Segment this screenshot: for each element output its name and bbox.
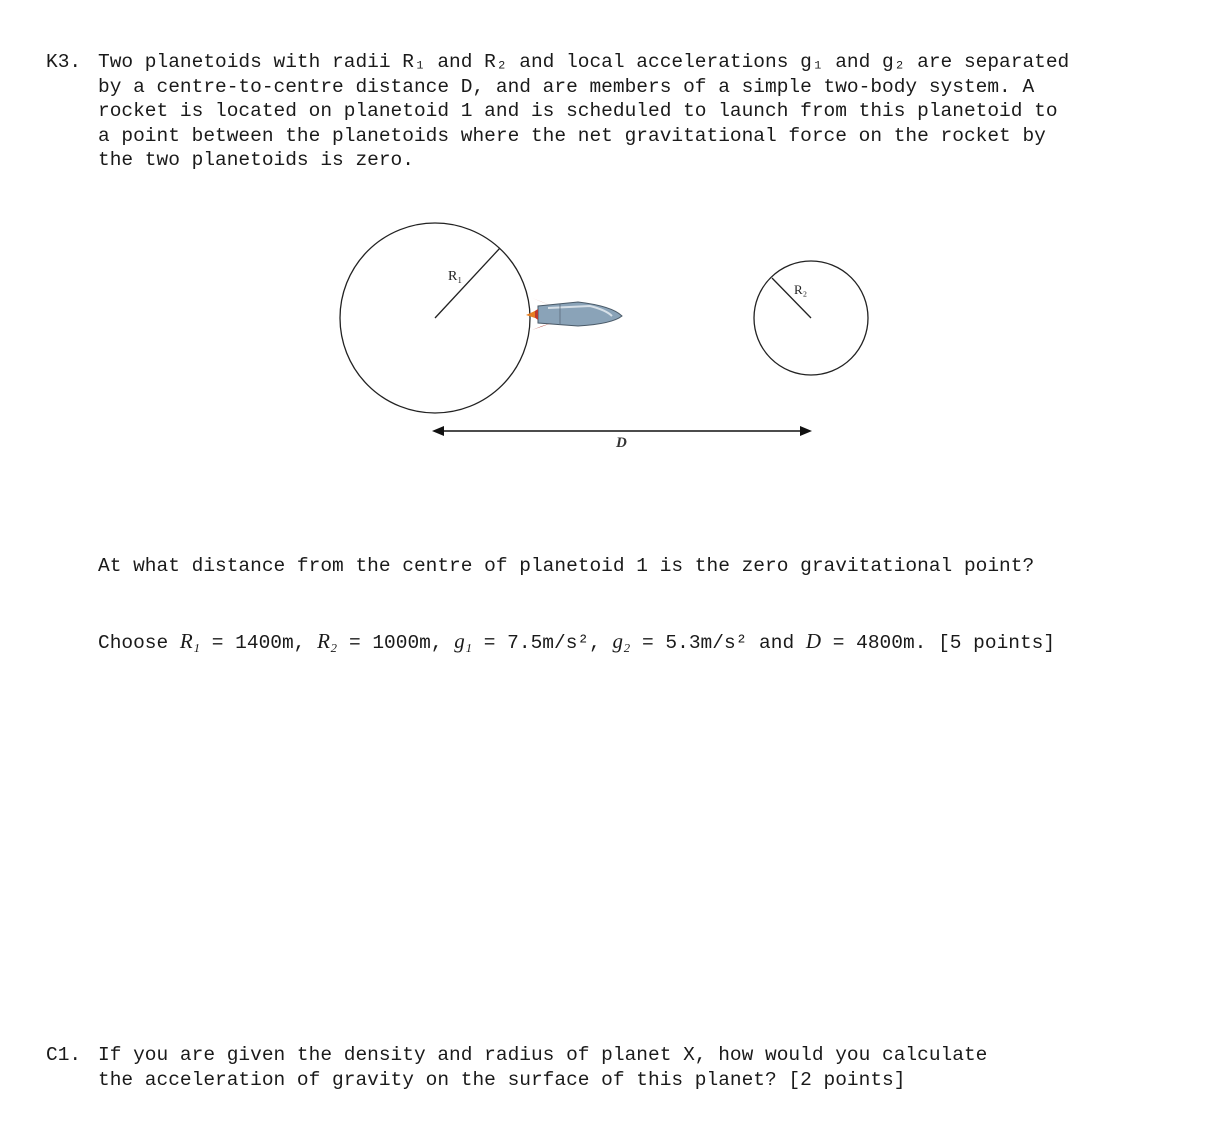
question-k3-text: Two planetoids with radii R₁ and R₂ and local accelerations g₁ and g₂ are separated by a centre-to-centre distance D, and are members of a simple two-body system. A rocket is located on planetoid 1 and is scheduled to launch from this planetoid to a point between the planetoids where the net gravitational force on the rocket by the two planetoids is zero. bbox=[98, 51, 1070, 171]
d-value: = 4800m. bbox=[832, 632, 927, 654]
points-text: [5 points] bbox=[938, 632, 1056, 654]
question-c1-label: C1. bbox=[46, 1044, 82, 1066]
distance-d-arrow-right bbox=[800, 426, 812, 436]
planetoid-diagram bbox=[320, 210, 900, 460]
question-c1-text: If you are given the density and radius of planet X, how would you calculate the acceleration of gravity on the surface of this planet? [2 points] bbox=[98, 1044, 988, 1091]
r2-value: = 1000m, bbox=[348, 632, 443, 654]
question-k3 bbox=[46, 50, 1186, 173]
question-c1 bbox=[46, 1043, 1186, 1092]
rocket-icon bbox=[526, 298, 622, 330]
g2-value: = 5.3m/s² and bbox=[642, 632, 795, 654]
subquestion-line1: At what distance from the centre of planetoid 1 is the zero gravitational point? bbox=[98, 555, 1035, 577]
d-symbol: D bbox=[805, 629, 822, 653]
r1-value: = 1400m, bbox=[211, 632, 306, 654]
g2-symbol: g₂ bbox=[612, 629, 631, 653]
d-label: D bbox=[616, 435, 627, 451]
planetoid-1-radius-line bbox=[435, 248, 500, 318]
r2-label: R₂ bbox=[794, 282, 808, 297]
g1-symbol: g₁ bbox=[454, 629, 473, 653]
subquestion bbox=[98, 504, 1055, 681]
r1-symbol: R₁ bbox=[179, 629, 201, 653]
subquestion-line2 bbox=[98, 629, 1055, 656]
choose-text: Choose bbox=[98, 632, 169, 654]
distance-d-arrow-left bbox=[432, 426, 444, 436]
r1-label: R₁ bbox=[448, 269, 463, 284]
g1-value: = 7.5m/s², bbox=[483, 632, 601, 654]
question-k3-label: K3. bbox=[46, 51, 82, 73]
r2-symbol: R₂ bbox=[317, 629, 338, 653]
